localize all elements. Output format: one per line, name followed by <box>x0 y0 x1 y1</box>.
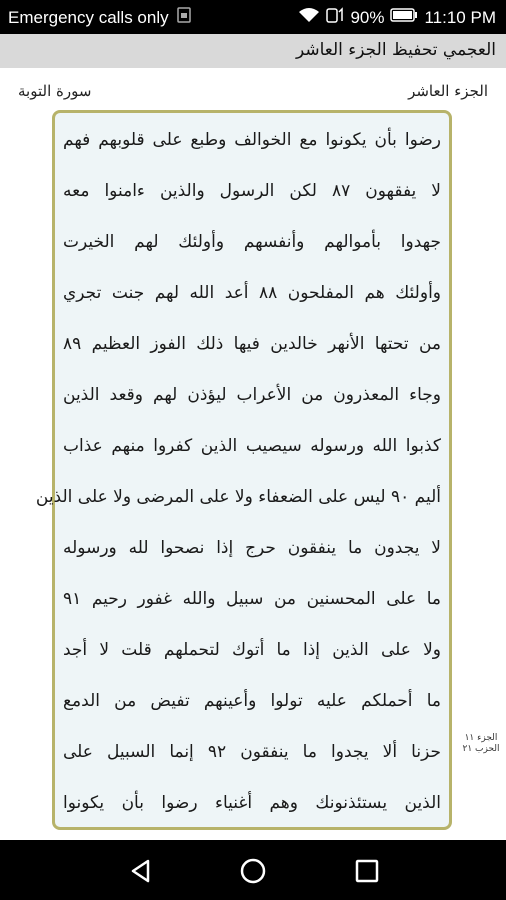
verse-line[interactable]: الذين يستئذنونك وهم أغنياء رضوا بأن يكونوا <box>63 793 441 813</box>
status-bar <box>0 0 506 34</box>
surah-label: سورة التوبة <box>18 82 92 100</box>
navigation-bar <box>0 840 506 900</box>
data-transfer-icon <box>326 7 344 28</box>
app-title: العجمي تحفيظ الجزء العاشر <box>295 40 496 60</box>
verse-line[interactable]: ما على المحسنين من سبيل والله غفور رحيم ٩١ <box>63 589 441 609</box>
verse-line[interactable]: أليم ٩٠ ليس على الضعفاء ولا على المرضى ولا على الذين <box>35 487 441 507</box>
verse-lines <box>35 115 441 880</box>
home-icon[interactable] <box>238 856 268 886</box>
verse-line[interactable]: رضوا بأن يكونوا مع الخوالف وطبع على قلوبهم فهم <box>63 130 441 150</box>
verse-line[interactable]: لا يجدون ما ينفقون حرج إذا نصحوا لله ورسوله <box>63 538 441 558</box>
clock: 11:10 PM <box>424 7 496 27</box>
verse-line[interactable]: وجاء المعذرون من الأعراب ليؤذن لهم وقعد الذين <box>63 385 441 405</box>
verse-line[interactable]: حزنا ألا يجدوا ما ينفقون ٩٢ إنما السبيل على <box>63 742 441 762</box>
battery-icon <box>390 7 418 28</box>
app-title-bar <box>0 34 506 68</box>
back-icon[interactable] <box>126 856 156 886</box>
verse-line[interactable]: جهدوا بأموالهم وأنفسهم وأولئك لهم الخيرت <box>63 232 441 252</box>
page-frame <box>35 110 452 830</box>
verse-line[interactable]: كذبوا الله ورسوله سيصيب الذين كفروا منهم عذاب <box>63 436 441 456</box>
verse-line[interactable]: لا يفقهون ٨٧ لكن الرسول والذين ءامنوا معه <box>63 181 441 201</box>
sim-card-icon <box>177 7 191 28</box>
hizb-margin-note: الجزء ١١ الحزب ٢١ <box>462 733 500 754</box>
verse-line[interactable]: من تحتها الأنهر خالدين فيها ذلك الفوز العظيم ٨٩ <box>63 334 441 354</box>
mushaf-page[interactable] <box>0 68 506 840</box>
wifi-icon <box>298 7 320 28</box>
verse-line[interactable]: ما أحملكم عليه تولوا وأعينهم تفيض من الدمع <box>63 691 441 711</box>
recents-icon[interactable] <box>352 856 382 886</box>
verse-line[interactable]: ولا على الذين إذا ما أتوك لتحملهم قلت لا أجد <box>63 640 441 660</box>
juz-label: الجزء العاشر <box>408 82 488 100</box>
battery-percent: 90% <box>350 7 385 27</box>
carrier-text: Emergency calls only <box>8 7 169 27</box>
verse-line[interactable]: وأولئك هم المفلحون ٨٨ أعد الله لهم جنت تجري <box>63 283 441 303</box>
